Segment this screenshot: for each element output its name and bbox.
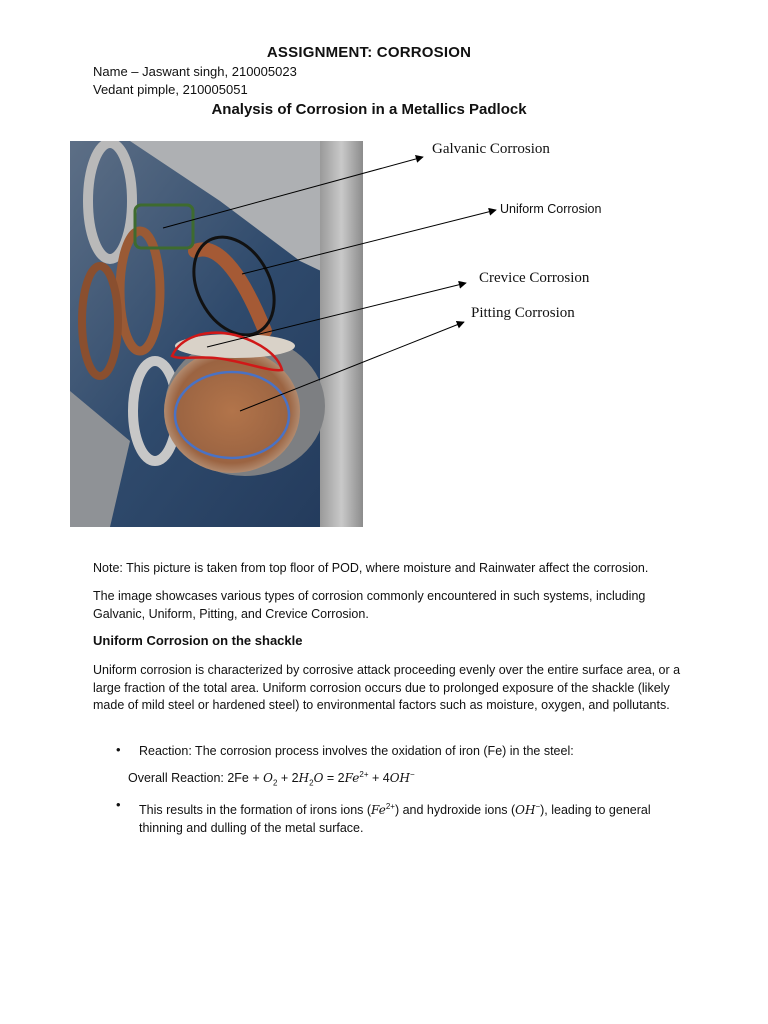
label-crevice-corrosion: Crevice Corrosion xyxy=(479,270,590,286)
author-line-2: Vedant pimple, 210005051 xyxy=(93,82,248,97)
note-paragraph: Note: This picture is taken from top floor of POD, where moisture and Rainwater affect the corrosion. xyxy=(93,561,649,575)
document-subtitle: Analysis of Corrosion in a Metallics Padlock xyxy=(211,101,527,118)
uniform-marker xyxy=(178,223,290,349)
label-galvanic-corrosion: Galvanic Corrosion xyxy=(432,141,550,157)
galvanic-marker xyxy=(135,205,193,248)
crevice-marker xyxy=(172,333,282,370)
crevice-arrow xyxy=(207,283,466,347)
pitting-arrow xyxy=(240,322,464,411)
bullet-marker-2: • xyxy=(116,797,121,812)
label-pitting-corrosion: Pitting Corrosion xyxy=(471,305,575,321)
reaction-equation: Overall Reaction: $2Fe + O_2 + 2H_2O = 2Fe^{2+} + 4OH^-$ xyxy=(128,770,415,788)
intro-paragraph: The image showcases various types of corrosion commonly encountered in such systems, including Galvanic, Uniform, Pitting, and Crevice Corrosion. xyxy=(93,589,646,621)
bullet-2-text: This results in the formation of irons ions $(Fe^{2+})$ and hydroxide ions (OH−), leading to general thinning and dulling of the metal surface. xyxy=(139,802,651,835)
section-heading: Uniform Corrosion on the shackle xyxy=(93,633,303,648)
bullet-marker-1: • xyxy=(116,742,121,757)
galvanic-arrow xyxy=(163,157,423,228)
label-uniform-corrosion: Uniform Corrosion xyxy=(500,202,602,216)
uniform-arrow xyxy=(242,210,496,274)
document-title: ASSIGNMENT: CORROSION xyxy=(266,44,472,61)
section-paragraph: Uniform corrosion is characterized by corrosive attack proceeding evenly over the entire surface area, or a large fraction of the total area. Uniform corrosion occurs due to prolonged exposure of the shackle (likely made of mild steel or hardened steel) to environmental factors such as moisture, oxygen, and pollutants. xyxy=(93,663,681,712)
pitting-marker xyxy=(175,372,289,458)
author-line-1: Name – Jaswant singh, 210005023 xyxy=(93,64,297,79)
bullet-1-text: Reaction: The corrosion process involves the oxidation of iron (Fe) in the steel: xyxy=(139,744,574,758)
